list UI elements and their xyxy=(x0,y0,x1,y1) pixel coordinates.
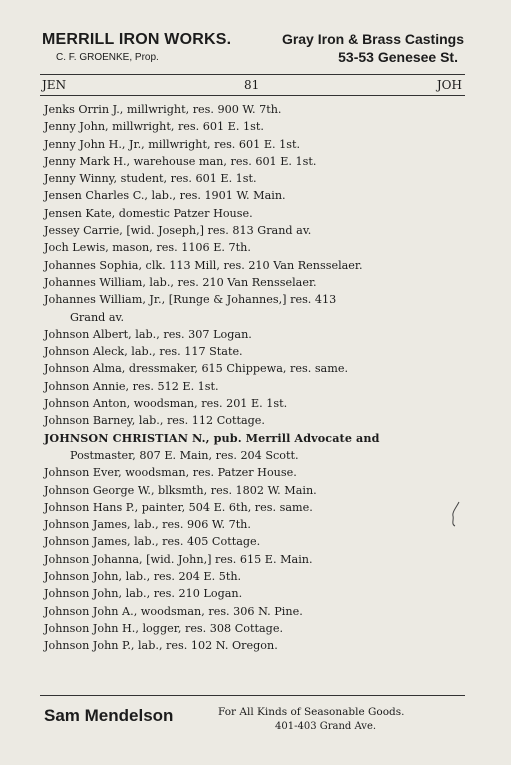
directory-entry: Johnson Anton, woodsman, res. 201 E. 1st. xyxy=(44,397,288,411)
directory-entries xyxy=(44,101,469,655)
header-rule-bottom xyxy=(40,95,465,96)
ad-merchant-address: 401-403 Grand Ave. xyxy=(275,721,377,732)
directory-entry: Joch Lewis, mason, res. 1106 E. 7th. xyxy=(44,241,251,255)
header-right-guide: JOH xyxy=(436,78,462,92)
directory-entry: Johnson James, lab., res. 405 Cottage. xyxy=(44,535,261,549)
directory-entry: Johnson John, lab., res. 210 Logan. xyxy=(44,587,243,601)
directory-entry: Johnson Aleck, lab., res. 117 State. xyxy=(44,345,243,359)
directory-entry: Johnson James, lab., res. 906 W. 7th. xyxy=(44,518,251,532)
directory-entry: Jenny Winny, student, res. 601 E. 1st. xyxy=(44,172,257,186)
directory-entry: Johnson John H., logger, res. 308 Cottage. xyxy=(44,621,283,635)
directory-entry: Johnson Albert, lab., res. 307 Logan. xyxy=(44,327,252,341)
ad-proprietor: C. F. GROENKE, Prop. xyxy=(56,52,159,63)
directory-entry: Jenny John, millwright, res. 601 E. 1st. xyxy=(44,120,264,134)
entry-continuation: Grand av. xyxy=(70,310,125,324)
ad-castings: Gray Iron & Brass Castings xyxy=(281,31,464,47)
directory-entry: Johannes Sophia, clk. 113 Mill, res. 210 Van Rensselaer. xyxy=(44,258,363,272)
directory-entry: Jenny John H., Jr., millwright, res. 601 E. 1st. xyxy=(44,137,301,151)
directory-entry: Jenny Mark H., warehouse man, res. 601 E. 1st. xyxy=(44,154,317,168)
directory-entry: Jessey Carrie, [wid. Joseph,] res. 813 Grand av. xyxy=(44,224,312,238)
directory-entry: Johnson John A., woodsman, res. 306 N. Pine. xyxy=(44,604,303,618)
header-left-guide: JEN xyxy=(42,78,67,92)
header-advertisement xyxy=(38,28,468,68)
directory-entry: Johannes William, lab., res. 210 Van Rensselaer. xyxy=(44,275,317,289)
directory-entry: Jenks Orrin J., millwright, res. 900 W. 7th. xyxy=(44,103,282,116)
directory-entry: Johannes William, Jr., [Runge & Johannes,] res. 413 xyxy=(44,293,337,307)
footer-rule xyxy=(40,695,465,696)
ad-firm-name: MERRILL IRON WORKS. xyxy=(42,31,232,48)
directory-entry: Jensen Kate, domestic Patzer House. xyxy=(44,206,253,220)
ad-tagline: For All Kinds of Seasonable Goods. xyxy=(218,706,405,718)
directory-entry: JOHNSON CHRISTIAN N., pub. Merrill Advocate and xyxy=(44,430,380,445)
ad-merchant-name: Sam Mendelson xyxy=(44,706,174,725)
footer-advertisement xyxy=(40,700,465,740)
entry-continuation: Postmaster, 807 E. Main, res. 204 Scott. xyxy=(70,448,299,462)
running-header xyxy=(42,78,462,94)
directory-entry: Johnson John P., lab., res. 102 N. Oregon. xyxy=(44,639,278,653)
page-number: 81 xyxy=(244,78,260,92)
directory-entry: Johnson Annie, res. 512 E. 1st. xyxy=(44,379,219,393)
directory-entry: Johnson George W., blksmth, res. 1802 W. Main. xyxy=(44,483,317,497)
directory-entry: Johnson John, lab., res. 204 E. 5th. xyxy=(44,570,242,584)
directory-entry: Johnson Ever, woodsman, res. Patzer House. xyxy=(44,466,297,480)
directory-entry: Johnson Alma, dressmaker, 615 Chippewa, res. same. xyxy=(44,362,349,376)
ad-address: 53-53 Genesee St. xyxy=(338,49,458,65)
directory-entry: Johnson Johanna, [wid. John,] res. 615 E. Main. xyxy=(44,552,313,566)
directory-entry: Johnson Hans P., painter, 504 E. 6th, res. same. xyxy=(44,500,313,514)
directory-entry: Jensen Charles C., lab., res. 1901 W. Main. xyxy=(44,189,286,203)
header-rule-top xyxy=(40,74,465,75)
directory-entry: Johnson Barney, lab., res. 112 Cottage. xyxy=(44,414,265,428)
pen-mark-icon xyxy=(448,500,462,528)
